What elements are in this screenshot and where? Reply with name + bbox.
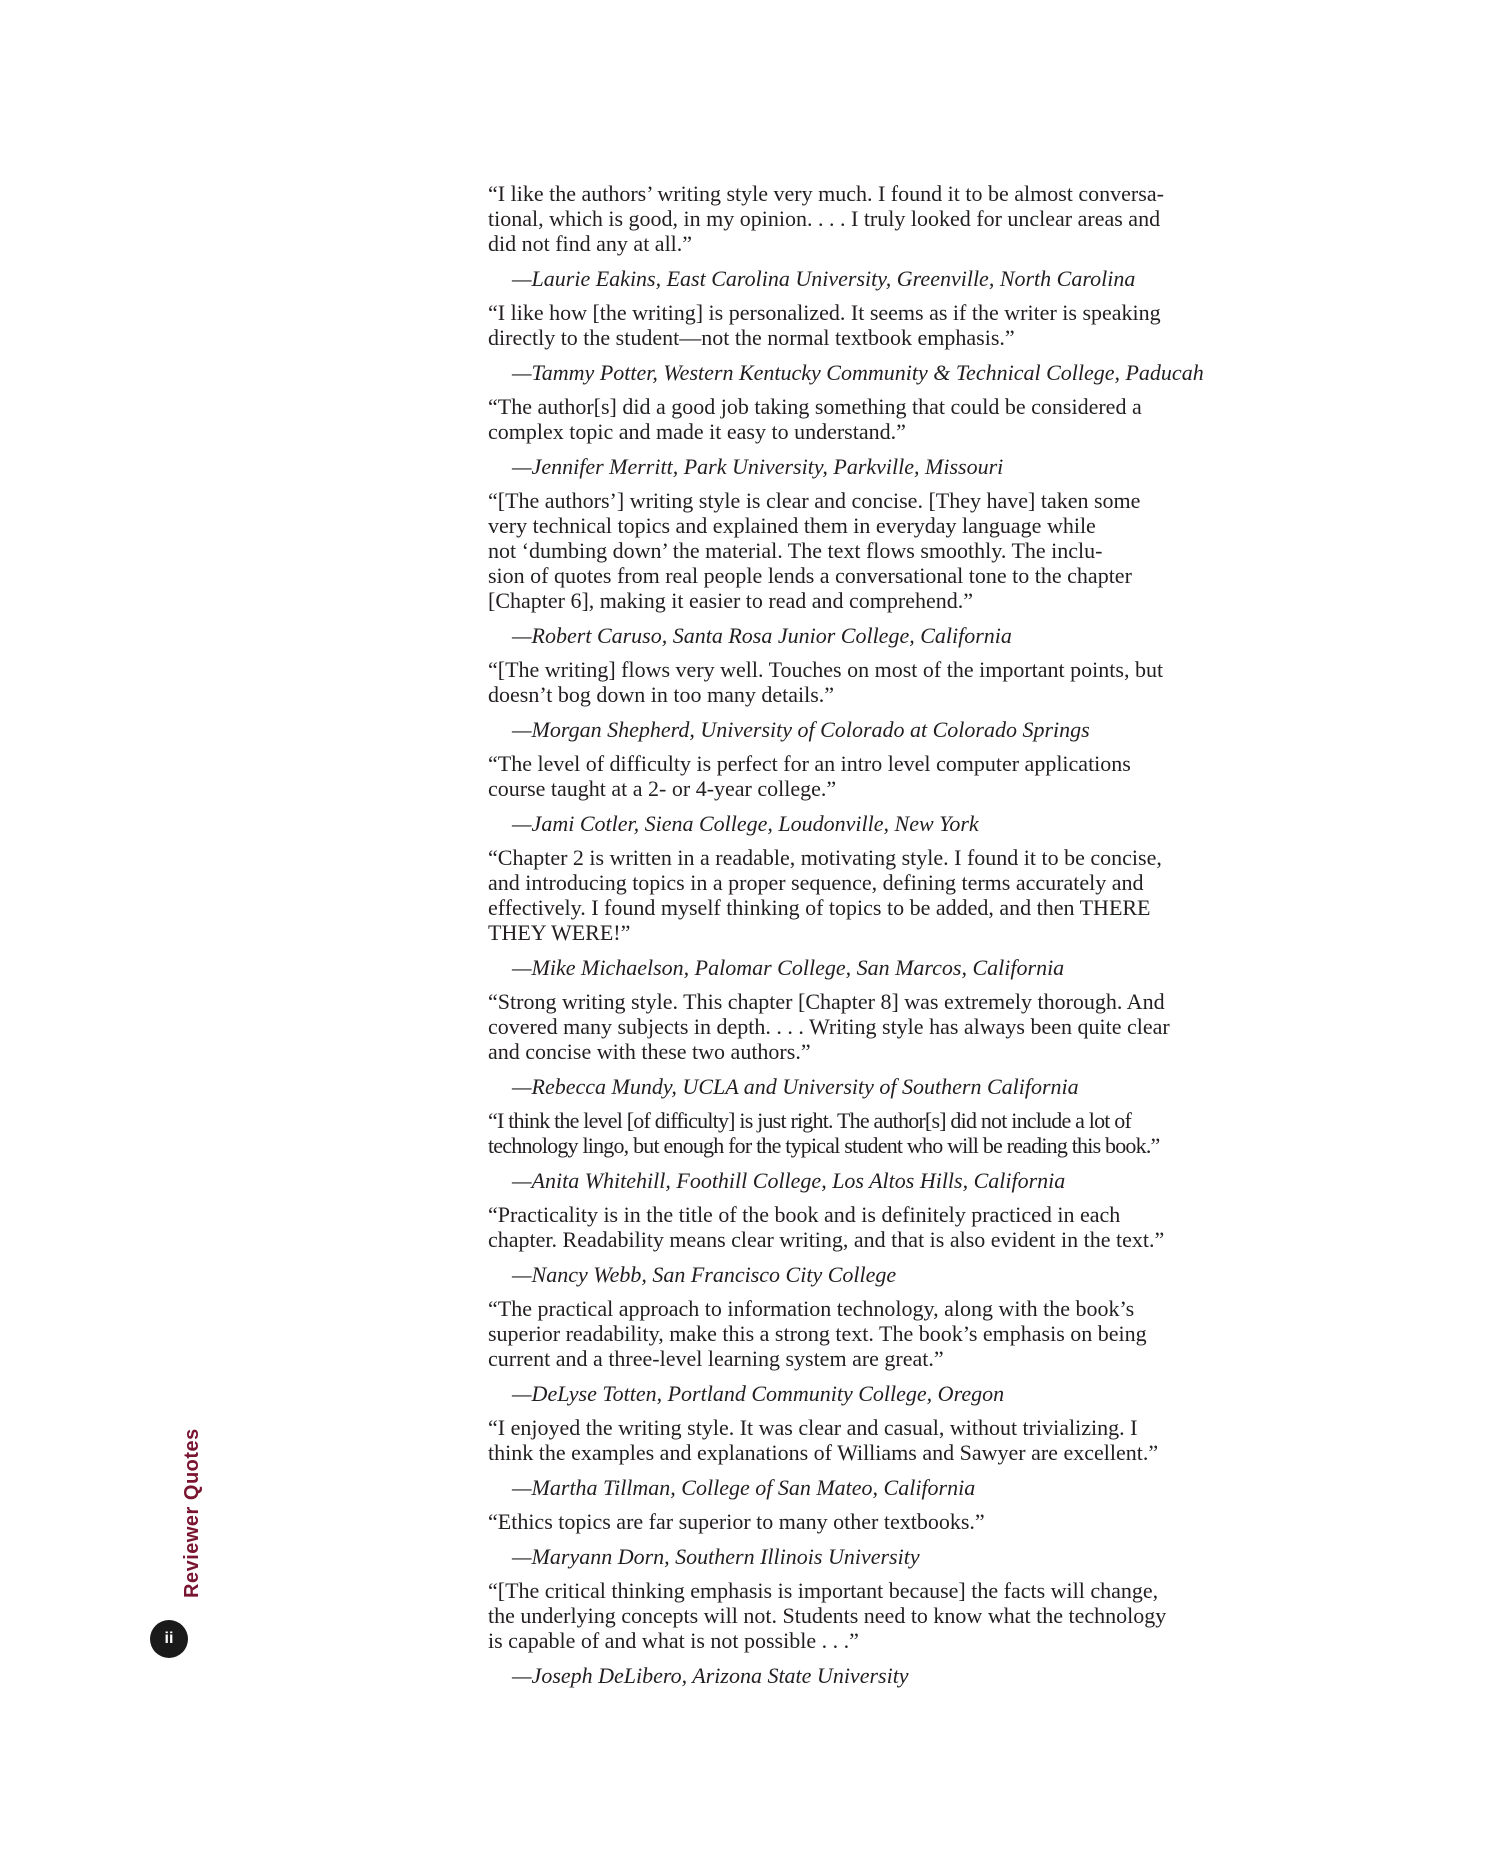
quote-line: “Ethics topics are far superior to many other textbooks.” xyxy=(488,1509,985,1534)
quote-line: “[The writing] flows very well. Touches on most of the important points, but xyxy=(488,657,1164,682)
quote-line: “Chapter 2 is written in a readable, motivating style. I found it to be concise, xyxy=(488,845,1162,870)
quote-attribution: —Tammy Potter, Western Kentucky Community & Technical College, Paducah xyxy=(512,360,1204,385)
quote-line: not ‘dumbing down’ the material. The text flows smoothly. The inclu- xyxy=(488,538,1103,563)
quote-text xyxy=(488,1578,1243,1653)
quote-attribution: —Martha Tillman, College of San Mateo, California xyxy=(512,1475,976,1500)
quote-line: superior readability, make this a strong text. The book’s emphasis on being xyxy=(488,1321,1147,1346)
quote-attribution: —Rebecca Mundy, UCLA and University of Southern California xyxy=(512,1074,1079,1099)
quote-line: the underlying concepts will not. Students need to know what the technology xyxy=(488,1603,1167,1628)
quote-line: effectively. I found myself thinking of topics to be added, and then THERE xyxy=(488,895,1151,920)
quote-text xyxy=(488,1108,1243,1158)
quote-text xyxy=(488,394,1243,444)
quote-line: [Chapter 6], making it easier to read and comprehend.” xyxy=(488,588,974,613)
quote-attribution: —Laurie Eakins, East Carolina University, Greenville, North Carolina xyxy=(512,266,1136,291)
quote-attribution: —Mike Michaelson, Palomar College, San Marcos, California xyxy=(512,955,1065,980)
quote-line: “Practicality is in the title of the book and is definitely practiced in each xyxy=(488,1202,1121,1227)
quote-text xyxy=(488,1296,1243,1371)
quote-block xyxy=(488,1202,1243,1287)
quote-line: current and a three-level learning system are great.” xyxy=(488,1346,944,1371)
quote-attribution: —Jennifer Merritt, Park University, Parkville, Missouri xyxy=(512,454,1004,479)
section-label: Reviewer Quotes xyxy=(181,1428,203,1598)
quote-attribution: —Robert Caruso, Santa Rosa Junior College, California xyxy=(512,623,1012,648)
quote-line: THEY WERE!” xyxy=(488,920,631,945)
quote-line: sion of quotes from real people lends a conversational tone to the chapter xyxy=(488,563,1132,588)
quote-line: “The practical approach to information technology, along with the book’s xyxy=(488,1296,1135,1321)
quote-block xyxy=(488,845,1243,980)
quote-line: “[The authors’] writing style is clear and concise. [They have] taken some xyxy=(488,488,1141,513)
quote-line: “Strong writing style. This chapter [Chapter 8] was extremely thorough. And xyxy=(488,989,1165,1014)
quote-block xyxy=(488,181,1243,291)
quote-line: is capable of and what is not possible . . .” xyxy=(488,1628,859,1653)
quote-block xyxy=(488,1296,1243,1406)
quote-line: directly to the student—not the normal textbook emphasis.” xyxy=(488,325,1015,350)
quote-text xyxy=(488,488,1243,613)
quote-line: “[The critical thinking emphasis is important because] the facts will change, xyxy=(488,1578,1159,1603)
quote-line: and concise with these two authors.” xyxy=(488,1039,811,1064)
quote-attribution: —Morgan Shepherd, University of Colorado at Colorado Springs xyxy=(512,717,1090,742)
quote-text xyxy=(488,181,1243,256)
quote-line: complex topic and made it easy to understand.” xyxy=(488,419,906,444)
quote-line: “I like how [the writing] is personalized. It seems as if the writer is speaking xyxy=(488,300,1161,325)
quote-line: tional, which is good, in my opinion. . . . I truly looked for unclear areas and xyxy=(488,206,1161,231)
quote-line: think the examples and explanations of Williams and Sawyer are excellent.” xyxy=(488,1440,1159,1465)
quote-line: chapter. Readability means clear writing, and that is also evident in the text.” xyxy=(488,1227,1165,1252)
quote-line: covered many subjects in depth. . . . Writing style has always been quite clear xyxy=(488,1014,1170,1039)
quote-block xyxy=(488,1578,1243,1688)
quote-block xyxy=(488,751,1243,836)
quote-block xyxy=(488,1415,1243,1500)
quote-block xyxy=(488,300,1243,385)
quote-line: technology lingo, but enough for the typical student who will be reading this book.” xyxy=(488,1133,1160,1158)
quote-line: very technical topics and explained them in everyday language while xyxy=(488,513,1096,538)
quote-attribution: —Maryann Dorn, Southern Illinois University xyxy=(512,1544,920,1569)
quote-attribution: —Anita Whitehill, Foothill College, Los Altos Hills, California xyxy=(512,1168,1066,1193)
quote-text xyxy=(488,657,1243,707)
quote-text xyxy=(488,751,1243,801)
quote-attribution: —Nancy Webb, San Francisco City College xyxy=(512,1262,897,1287)
quote-line: “I think the level [of difficulty] is just right. The author[s] did not include a lot of xyxy=(488,1108,1132,1133)
quote-line: and introducing topics in a proper sequence, defining terms accurately and xyxy=(488,870,1144,895)
quote-attribution: —DeLyse Totten, Portland Community College, Oregon xyxy=(512,1381,1005,1406)
quote-text xyxy=(488,845,1243,945)
quote-block xyxy=(488,989,1243,1099)
quote-attribution: —Joseph DeLibero, Arizona State University xyxy=(512,1663,909,1688)
quote-attribution: —Jami Cotler, Siena College, Loudonville, New York xyxy=(512,811,979,836)
quote-text xyxy=(488,989,1243,1064)
quote-text xyxy=(488,300,1243,350)
quote-line: course taught at a 2- or 4-year college.” xyxy=(488,776,837,801)
quote-line: doesn’t bog down in too many details.” xyxy=(488,682,835,707)
quote-block xyxy=(488,1108,1243,1193)
quote-line: “I like the authors’ writing style very much. I found it to be almost conversa- xyxy=(488,181,1164,206)
quote-line: “I enjoyed the writing style. It was clear and casual, without trivializing. I xyxy=(488,1415,1138,1440)
quote-block xyxy=(488,488,1243,648)
quote-line: “The author[s] did a good job taking something that could be considered a xyxy=(488,394,1142,419)
quote-text xyxy=(488,1415,1243,1465)
page-number: ii xyxy=(150,1620,188,1658)
reviewer-quotes-list xyxy=(488,181,1243,1697)
quote-block xyxy=(488,1509,1243,1569)
quote-block xyxy=(488,657,1243,742)
quote-line: “The level of difficulty is perfect for an intro level computer applications xyxy=(488,751,1131,776)
quote-text xyxy=(488,1202,1243,1252)
quote-block xyxy=(488,394,1243,479)
quote-line: did not find any at all.” xyxy=(488,231,693,256)
quote-text xyxy=(488,1509,1243,1534)
